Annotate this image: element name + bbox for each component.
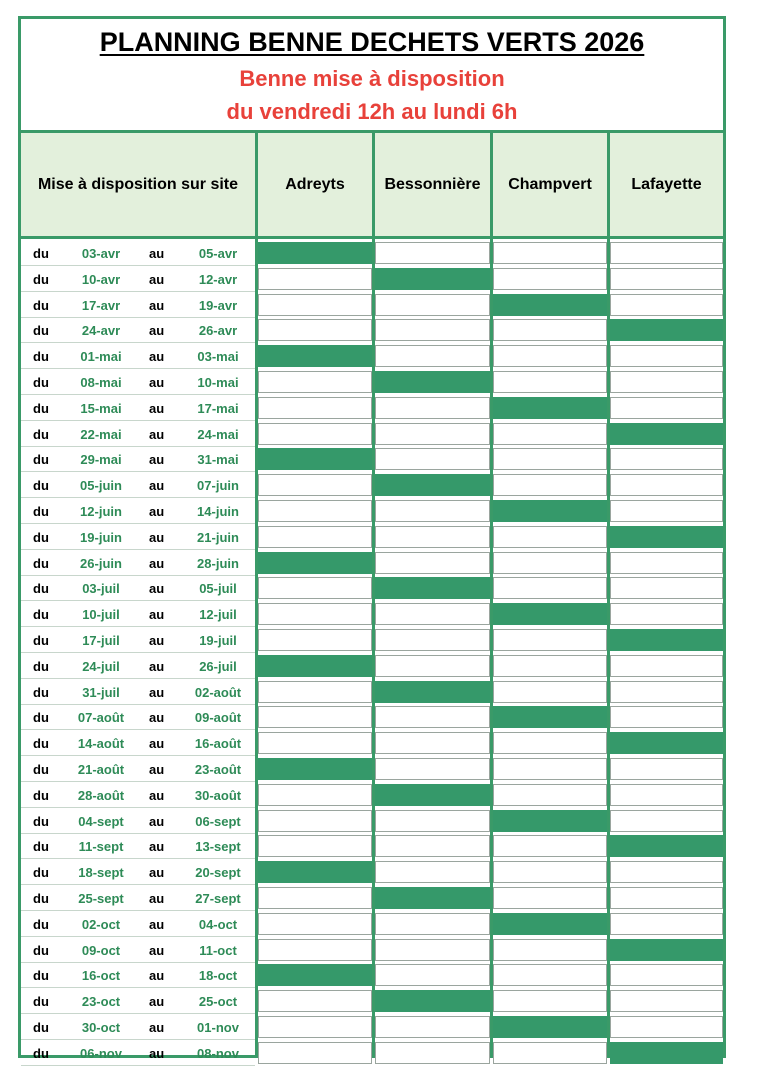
schedule-cell [258,294,372,316]
column-header-adreyts: Adreyts [258,133,372,237]
schedule-cell [375,1016,490,1038]
assigned-site-cell [493,603,607,625]
to-label: au [149,323,165,339]
schedule-cell [610,474,723,496]
from-label: du [33,555,49,571]
start-date: 05-juin [80,478,122,494]
end-date: 09-août [194,710,242,726]
schedule-cell [610,681,723,703]
end-date: 08-nov [197,1045,239,1061]
schedule-cell [375,861,490,883]
schedule-cell [610,603,723,625]
end-date: 17-mai [197,400,239,416]
schedule-cell [375,706,490,728]
start-date: 01-mai [80,349,122,365]
to-label: au [149,555,165,571]
end-date: 19-avr [198,297,238,313]
end-date: 19-juil [199,633,237,648]
column-divider [372,133,375,1058]
from-label: du [33,787,49,803]
start-date: 29-mai [80,452,122,468]
schedule-cell [258,887,372,909]
start-date: 04-sept [78,813,124,829]
start-date: 19-juin [80,529,122,545]
assigned-site-cell [610,423,723,445]
schedule-cell [610,500,723,522]
from-label: du [33,529,49,545]
schedule-cell [493,474,607,496]
assigned-site-cell [258,655,372,677]
end-date: 13-sept [195,839,241,855]
from-label: du [33,994,49,1010]
from-label: du [33,916,49,932]
assigned-site-cell [258,242,372,264]
column-header-champvert: Champvert [493,133,607,237]
schedule-cell [493,681,607,703]
assigned-site-cell [493,913,607,935]
to-label: au [149,1020,165,1035]
end-date: 01-nov [197,1020,239,1035]
from-label: du [33,452,49,468]
schedule-cell [375,423,490,445]
header-divider [21,236,723,239]
assigned-site-cell [375,371,490,393]
end-date: 30-août [194,787,242,803]
schedule-cell [610,552,723,574]
from-label: du [33,1020,49,1035]
start-date: 16-oct [81,968,121,984]
from-label: du [33,297,49,313]
start-date: 06-nov [80,1045,122,1061]
from-label: du [33,349,49,365]
to-label: au [149,375,165,390]
from-label: du [33,400,49,416]
from-label: du [33,865,49,881]
end-date: 27-sept [195,891,241,906]
row-divider [21,1065,255,1066]
schedule-cell [375,500,490,522]
column-divider [255,133,258,1058]
schedule-cell [493,732,607,754]
schedule-cell [258,500,372,522]
end-date: 26-avr [198,323,238,339]
start-date: 03-avr [81,246,121,261]
schedule-cell [610,242,723,264]
start-date: 15-mai [80,400,122,416]
schedule-cell [493,655,607,677]
schedule-cell [375,758,490,780]
end-date: 05-juil [199,581,237,597]
schedule-cell [493,242,607,264]
to-label: au [149,891,165,906]
end-date: 21-juin [197,529,239,545]
schedule-cell [375,552,490,574]
schedule-cell [258,526,372,548]
assigned-site-cell [493,397,607,419]
end-date: 04-oct [198,916,238,932]
to-label: au [149,478,165,494]
column-divider [490,133,493,1058]
end-date: 12-avr [198,271,238,287]
schedule-cell [258,474,372,496]
schedule-cell [258,990,372,1012]
from-label: du [33,762,49,777]
schedule-cell [375,629,490,651]
schedule-cell [258,603,372,625]
from-label: du [33,504,49,519]
end-date: 26-juil [199,658,237,674]
schedule-cell [493,577,607,599]
schedule-cell [258,913,372,935]
schedule-cell [493,835,607,857]
schedule-cell [493,861,607,883]
assigned-site-cell [258,345,372,367]
schedule-cell [610,990,723,1012]
start-date: 18-sept [78,865,124,881]
end-date: 24-mai [197,426,239,442]
to-label: au [149,581,165,597]
schedule-cell [610,784,723,806]
planning-sheet [18,16,726,1061]
assigned-site-cell [258,964,372,986]
assigned-site-cell [610,526,723,548]
schedule-cell [375,835,490,857]
start-date: 22-mai [80,426,122,442]
end-date: 12-juil [199,607,237,623]
assigned-site-cell [610,319,723,341]
schedule-cell [493,964,607,986]
from-label: du [33,684,49,700]
to-label: au [149,529,165,545]
start-date: 09-oct [81,942,121,958]
schedule-cell [258,835,372,857]
assigned-site-cell [493,1016,607,1038]
from-label: du [33,1045,49,1061]
schedule-cell [610,758,723,780]
to-label: au [149,349,165,365]
to-label: au [149,865,165,881]
assigned-site-cell [375,268,490,290]
schedule-cell [258,1042,372,1064]
from-label: du [33,246,49,261]
schedule-cell [493,758,607,780]
assigned-site-cell [610,939,723,961]
schedule-cell [493,784,607,806]
assigned-site-cell [258,861,372,883]
from-label: du [33,478,49,494]
schedule-cell [375,448,490,470]
to-label: au [149,968,165,984]
start-date: 03-juil [82,581,120,597]
column-header-bessonniere: Bessonnière [375,133,490,237]
schedule-cell [493,1042,607,1064]
assigned-site-cell [493,810,607,832]
assigned-site-cell [610,629,723,651]
end-date: 25-oct [198,994,238,1010]
schedule-cell [258,784,372,806]
schedule-cell [610,371,723,393]
to-label: au [149,994,165,1010]
to-label: au [149,736,165,752]
end-date: 23-août [194,762,242,777]
start-date: 24-avr [81,323,121,339]
schedule-cell [258,423,372,445]
schedule-cell [258,939,372,961]
schedule-cell [375,655,490,677]
schedule-cell [258,268,372,290]
schedule-cell [258,577,372,599]
schedule-cell [375,603,490,625]
schedule-cell [610,706,723,728]
schedule-cell [258,1016,372,1038]
schedule-cell [375,294,490,316]
assigned-site-cell [375,784,490,806]
end-date: 31-mai [197,452,239,468]
schedule-cell [493,526,607,548]
from-label: du [33,426,49,442]
assigned-site-cell [375,577,490,599]
end-date: 28-juin [197,555,239,571]
assigned-site-cell [258,758,372,780]
to-label: au [149,452,165,468]
assigned-site-cell [610,1042,723,1064]
start-date: 24-juil [82,658,120,674]
to-label: au [149,271,165,287]
schedule-cell [375,345,490,367]
schedule-cell [493,268,607,290]
to-label: au [149,504,165,519]
planning-header [21,19,723,133]
to-label: au [149,787,165,803]
assigned-site-cell [375,681,490,703]
to-label: au [149,916,165,932]
end-date: 02-août [194,684,242,700]
schedule-cell [493,371,607,393]
schedule-cell [493,319,607,341]
schedule-cell [258,629,372,651]
end-date: 16-août [194,736,242,752]
from-label: du [33,271,49,287]
schedule-cell [493,939,607,961]
end-date: 03-mai [197,349,239,365]
start-date: 17-juil [82,633,120,648]
start-date: 02-oct [81,916,121,932]
from-label: du [33,942,49,958]
schedule-cell [610,345,723,367]
schedule-cell [610,268,723,290]
end-date: 06-sept [195,813,241,829]
start-date: 28-août [77,787,125,803]
from-label: du [33,968,49,984]
assigned-site-cell [375,474,490,496]
from-label: du [33,633,49,648]
to-label: au [149,426,165,442]
schedule-cell [493,345,607,367]
end-date: 20-sept [195,865,241,881]
schedule-cell [610,913,723,935]
end-date: 14-juin [197,504,239,519]
schedule-cell [610,887,723,909]
from-label: du [33,323,49,339]
schedule-cell [375,526,490,548]
schedule-cell [493,990,607,1012]
to-label: au [149,942,165,958]
schedule-cell [610,810,723,832]
schedule-cell [375,939,490,961]
assigned-site-cell [493,500,607,522]
schedule-cell [493,629,607,651]
from-label: du [33,839,49,855]
schedule-cell [258,319,372,341]
title-text: PLANNING BENNE DECHETS VERTS 2026 [99,27,645,57]
schedule-cell [610,655,723,677]
column-header-lafayette: Lafayette [610,133,723,237]
start-date: 14-août [77,736,125,752]
to-label: au [149,1045,165,1061]
assigned-site-cell [258,552,372,574]
to-label: au [149,658,165,674]
assigned-site-cell [610,835,723,857]
subtitle-line-1: Benne mise à disposition [239,66,505,91]
start-date: 07-août [77,710,125,726]
assigned-site-cell [493,706,607,728]
start-date: 23-oct [81,994,121,1010]
schedule-cell [610,294,723,316]
end-date: 10-mai [197,375,239,390]
schedule-cell [375,1042,490,1064]
schedule-cell [493,552,607,574]
start-date: 25-sept [78,891,124,906]
from-label: du [33,581,49,597]
start-date: 26-juin [80,555,122,571]
start-date: 10-juil [82,607,120,623]
schedule-cell [375,397,490,419]
schedule-cell [375,964,490,986]
to-label: au [149,710,165,726]
from-label: du [33,710,49,726]
schedule-cell [610,1016,723,1038]
assigned-site-cell [493,294,607,316]
from-label: du [33,813,49,829]
end-date: 11-oct [199,942,237,958]
schedule-cell [258,810,372,832]
schedule-cell [375,810,490,832]
end-date: 05-avr [198,246,238,261]
assigned-site-cell [610,732,723,754]
schedule-cell [258,397,372,419]
end-date: 07-juin [197,478,239,494]
assigned-site-cell [375,990,490,1012]
start-date: 11-sept [78,839,124,855]
to-label: au [149,297,165,313]
schedule-cell [493,887,607,909]
to-label: au [149,246,165,261]
schedule-cell [258,371,372,393]
schedule-cell [493,448,607,470]
start-date: 31-juil [82,684,120,700]
start-date: 21-août [77,762,125,777]
to-label: au [149,762,165,777]
schedule-cell [493,423,607,445]
schedule-cell [610,964,723,986]
schedule-cell [258,681,372,703]
schedule-cell [610,448,723,470]
column-header-period: Mise à disposition sur site [21,133,255,237]
assigned-site-cell [375,887,490,909]
schedule-cell [610,861,723,883]
from-label: du [33,658,49,674]
to-label: au [149,813,165,829]
column-divider [607,133,610,1058]
to-label: au [149,684,165,700]
end-date: 18-oct [198,968,238,984]
schedule-cell [610,577,723,599]
schedule-cell [258,706,372,728]
schedule-cell [375,319,490,341]
schedule-cell [375,242,490,264]
assigned-site-cell [258,448,372,470]
schedule-cell [258,732,372,754]
schedule-cell [375,732,490,754]
from-label: du [33,736,49,752]
to-label: au [149,633,165,648]
start-date: 08-mai [80,375,122,390]
to-label: au [149,839,165,855]
to-label: au [149,607,165,623]
from-label: du [33,375,49,390]
schedule-cell [610,397,723,419]
subtitle-line-2: du vendredi 12h au lundi 6h [226,99,518,124]
start-date: 17-avr [81,297,121,313]
to-label: au [149,400,165,416]
schedule-cell [375,913,490,935]
from-label: du [33,891,49,906]
start-date: 12-juin [80,504,122,519]
start-date: 10-avr [81,271,121,287]
start-date: 30-oct [81,1020,121,1035]
page-title [21,27,723,58]
from-label: du [33,607,49,623]
